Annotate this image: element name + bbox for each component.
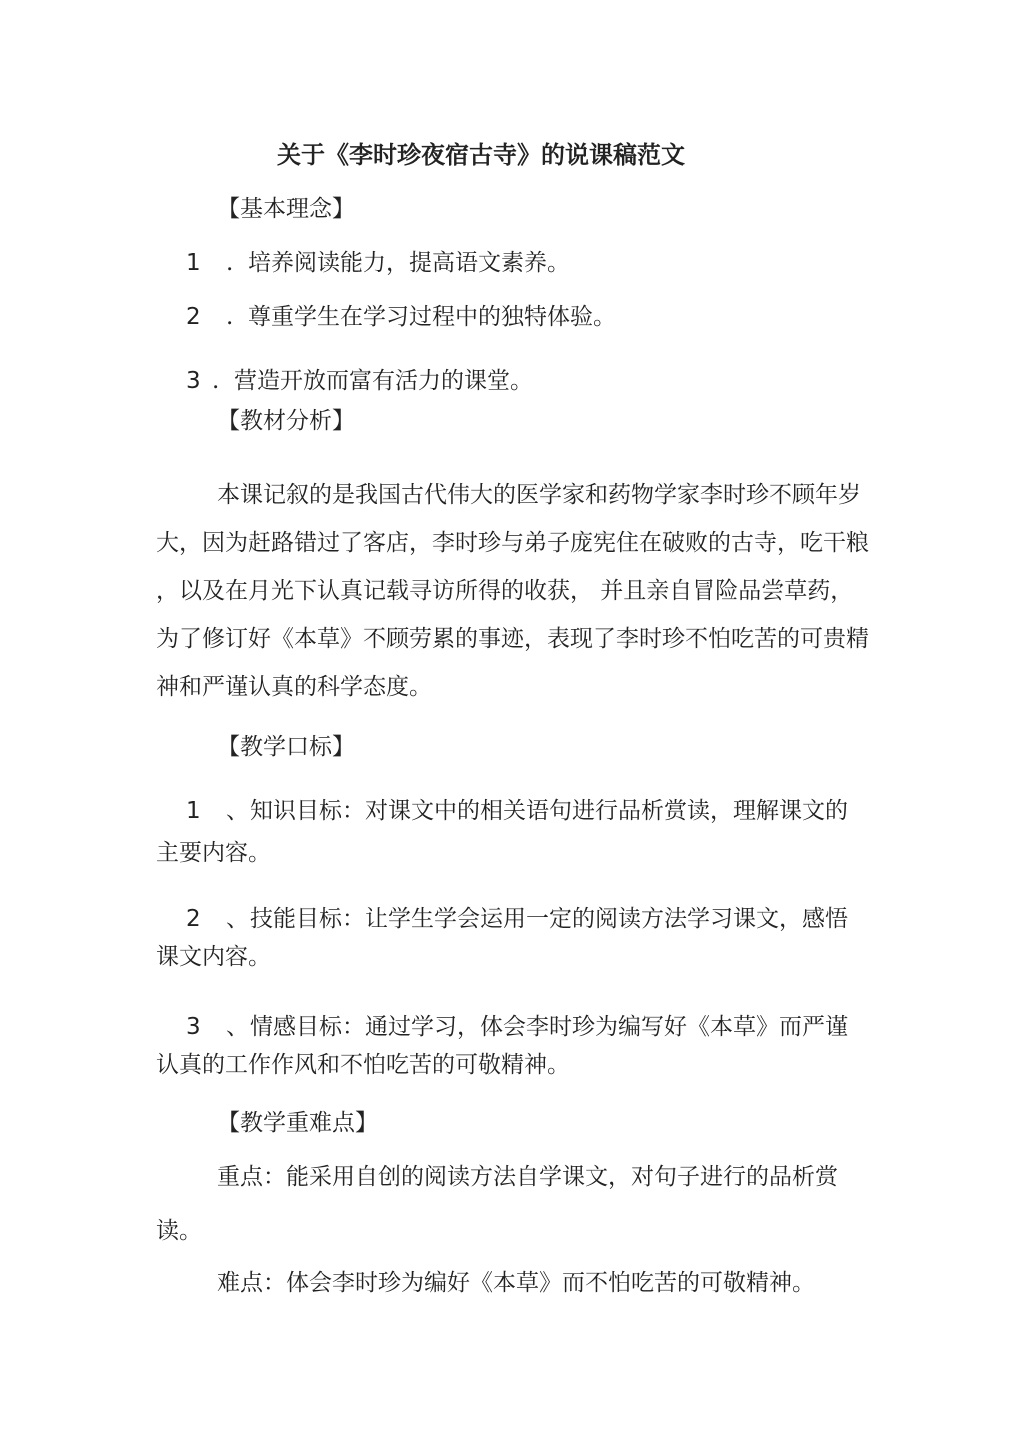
item-number: 3 bbox=[186, 1014, 201, 1040]
item-number: 2 bbox=[186, 906, 201, 932]
item-text: 培养阅读能力，提高语文素养。 bbox=[248, 250, 570, 276]
concept-item-1 bbox=[186, 248, 570, 278]
item-separator: 、 bbox=[226, 798, 249, 824]
analysis-line-1: 本课记叙的是我国古代伟大的医学家和药物学家李时珍不顾年岁 bbox=[217, 482, 861, 508]
concept-item-3 bbox=[186, 366, 533, 396]
item-separator: . bbox=[212, 368, 220, 394]
goal-item-1 bbox=[186, 796, 848, 826]
item-text: 情感目标：通过学习，体会李时珍为编写好《本草》而严谨 bbox=[250, 1014, 848, 1040]
heading-basic-concept: 【基本理念】 bbox=[217, 196, 355, 222]
item-text: 技能目标：让学生学会运用一定的阅读方法学习课文，感悟 bbox=[250, 906, 848, 932]
focus-line-2: 读。 bbox=[156, 1218, 202, 1244]
heading-key-points: 【教学重难点】 bbox=[217, 1110, 378, 1136]
goal-item-1-cont: 主要内容。 bbox=[156, 840, 271, 866]
focus-line-1: 重点：能采用自创的阅读方法自学课文，对句子进行的品析赏 bbox=[217, 1164, 838, 1190]
analysis-line-2: 大，因为赶路错过了客店，李时珍与弟子庞宪住在破败的古寺，吃干粮 bbox=[156, 530, 869, 556]
goal-item-3-cont: 认真的工作作风和不怕吃苦的可敬精神。 bbox=[156, 1052, 570, 1078]
item-text: 营造开放而富有活力的课堂。 bbox=[234, 368, 533, 394]
analysis-line-5: 神和严谨认真的科学态度。 bbox=[156, 674, 432, 700]
goal-item-3 bbox=[186, 1012, 848, 1042]
item-separator: 、 bbox=[226, 1014, 249, 1040]
concept-item-2 bbox=[186, 302, 616, 332]
item-text: 知识目标：对课文中的相关语句进行品析赏读，理解课文的 bbox=[250, 798, 848, 824]
heading-teaching-goals: 【教学口标】 bbox=[217, 734, 355, 760]
item-separator: . bbox=[226, 250, 234, 276]
item-separator: . bbox=[226, 304, 234, 330]
item-number: 3 bbox=[186, 368, 201, 394]
goal-item-2-cont: 课文内容。 bbox=[156, 944, 271, 970]
analysis-line-3: ，以及在月光下认真记载寻访所得的收获， 并且亲自冒险品尝草药， bbox=[156, 578, 854, 604]
document-title: 关于《李时珍夜宿古寺》的说课稿范文 bbox=[277, 140, 685, 169]
item-text: 尊重学生在学习过程中的独特体验。 bbox=[248, 304, 616, 330]
item-number: 1 bbox=[186, 798, 201, 824]
item-separator: 、 bbox=[226, 906, 249, 932]
goal-item-2 bbox=[186, 904, 848, 934]
item-number: 2 bbox=[186, 304, 201, 330]
difficulty-line: 难点：体会李时珍为编好《本草》而不怕吃苦的可敬精神。 bbox=[217, 1270, 815, 1296]
item-number: 1 bbox=[186, 250, 201, 276]
analysis-line-4: 为了修订好《本草》不顾劳累的事迹，表现了李时珍不怕吃苦的可贵精 bbox=[156, 626, 869, 652]
heading-material-analysis: 【教材分析】 bbox=[217, 408, 355, 434]
